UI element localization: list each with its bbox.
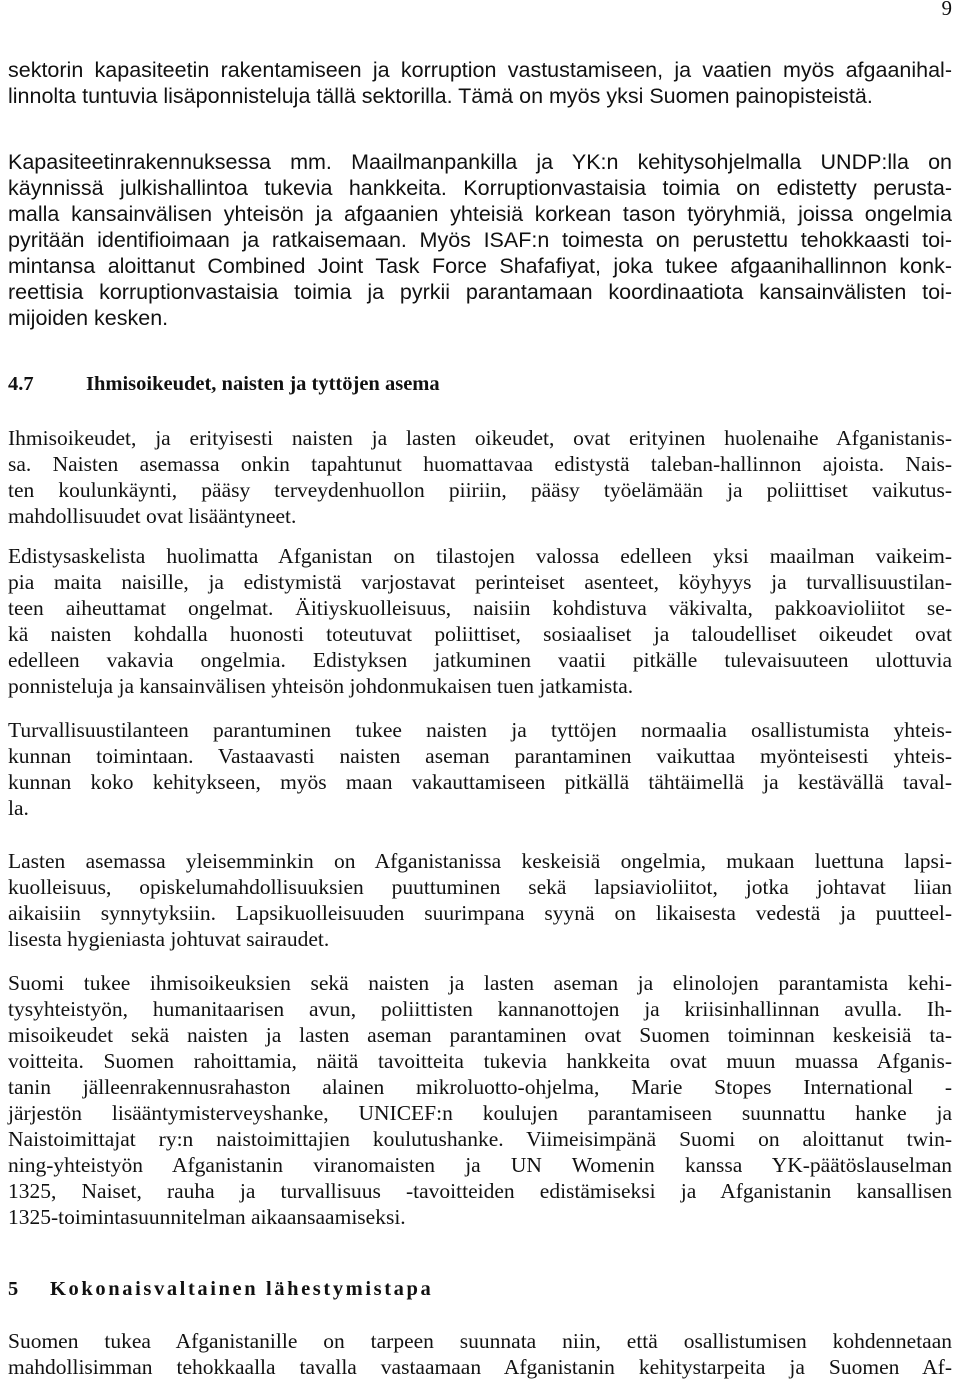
text-line: mahdollisuudet ovat lisääntyneet. <box>8 504 297 528</box>
section-heading-5 <box>8 1276 952 1302</box>
text-line: Suomen tukea Afganistanille on tarpeen suunnata niin, että osallistumisen kohdennetaan <box>8 1329 952 1353</box>
paragraph-8 <box>8 1328 952 1380</box>
text-line: 1325, Naiset, rauha ja turvallisuus -tavoitteiden edistämiseksi ja Afganistanin kansallisen <box>8 1179 952 1203</box>
text-line: kunnan koko kehitykseen, myös maan vakauttamiseen pitkällä tähtäimellä ja kestävällä taval- <box>8 770 952 794</box>
text-line: malla kansainvälisen yhteisön ja afgaanien yhteisiä korkean tason työryhmiä, joissa ongelmia <box>8 202 952 226</box>
text-line: pyritään identifioimaan ja ratkaisemaan. Myös ISAF:n toimesta on perustettu tehokkaasti toi- <box>8 228 952 252</box>
text-line: Kapasiteetinrakennuksessa mm. Maailmanpankilla ja YK:n kehitysohjelmalla UNDP:lla on <box>8 150 952 174</box>
paragraph-4 <box>8 543 952 699</box>
text-line: tanin jälleenrakennusrahaston alainen mikroluotto-ohjelma, Marie Stopes International - <box>8 1075 952 1099</box>
text-line: pia maita naisille, ja edistymistä varjostavat perinteiset asenteet, köyhyys ja turvallisuustilan- <box>8 570 952 594</box>
text-line: ten koulunkäynti, pääsy terveydenhuollon piiriin, pääsy työelämään ja poliittiset vaikutus- <box>8 478 952 502</box>
text-line: voitteita. Suomen rahoittamia, näitä tavoitteita tukevia hankkeita ovat muun muassa Afganis- <box>8 1049 952 1073</box>
text-line: ning-yhteistyön Afganistanin viranomaisten ja UN Womenin kanssa YK-päätöslauselman <box>8 1153 952 1177</box>
text-line: käynnissä julkishallintoa tukevia hankkeita. Korruptionvastaisia toimia on edistetty perusta- <box>8 176 952 200</box>
text-line: linnolta tuntuvia lisäponnisteluja tällä sektorilla. Tämä on myös yksi Suomen painopisteistä. <box>8 84 873 108</box>
text-line: Lasten asemassa yleisemminkin on Afganistanissa keskeisiä ongelmia, mukaan luettuna lapsi- <box>8 849 952 873</box>
section-title: Ihmisoikeudet, naisten ja tyttöjen asema <box>86 373 440 395</box>
paragraph-3 <box>8 425 952 529</box>
text-line: la. <box>8 796 29 820</box>
text-line: kunnan toimintaan. Vastaavasti naisten aseman parantaminen vaikuttaa myönteisesti yhteis- <box>8 744 952 768</box>
section-number: 5 <box>8 1278 19 1300</box>
paragraph-2 <box>8 149 952 331</box>
text-line: mahdollisimman tehokkaalla tavalla vastaamaan Afganistanin kehitystarpeita ja Suomen Af- <box>8 1355 952 1379</box>
section-number: 4.7 <box>8 373 34 395</box>
text-line: edelleen vakavia ongelmia. Edistyksen jatkuminen vaatii pitkälle tulevaisuuteen ulottuvia <box>8 648 952 672</box>
text-line: sa. Naisten asemassa onkin tapahtunut huomattavaa edistystä taleban-hallinnon ajoista. Nais- <box>8 452 952 476</box>
text-line: teen aiheuttamat ongelmat. Äitiyskuolleisuus, naisiin kohdistuva väkivalta, pakkoavioliitot se- <box>8 596 952 620</box>
text-line: 1325-toimintasuunnitelman aikaansaamiseksi. <box>8 1205 406 1229</box>
text-line: tysyhteistyön, humanitaarisen avun, poliittisten kannanottojen ja kriisinhallinnan avulla. Ih- <box>8 997 952 1021</box>
text-line: Turvallisuustilanteen parantuminen tukee naisten ja tyttöjen normaalia osallistumista yhteis- <box>8 718 952 742</box>
text-line: aikaisiin synnytyksiin. Lapsikuolleisuuden suurimpana syynä on likaisesta vedestä ja puutteel- <box>8 901 952 925</box>
text-line: reettisia korruptionvastaisia toimia ja pyrkii parantamaan koordinaatiota kansainvälisten toi- <box>8 280 952 304</box>
paragraph-6 <box>8 848 952 952</box>
text-line: järjestön lisääntymisterveyshanke, UNICEF:n koulujen parantamiseen suunnattu hanke ja <box>8 1101 952 1125</box>
text-line: Naistoimittajat ry:n naistoimittajien koulutushanke. Viimeisimpänä Suomi on aloittanut twin- <box>8 1127 952 1151</box>
text-line: mintansa aloittanut Combined Joint Task Force Shafafiyat, joka tukee afgaanihallinnon konk- <box>8 254 952 278</box>
paragraph-1 <box>8 57 952 109</box>
text-line: kuolleisuus, opiskelumahdollisuuksien puuttuminen sekä lapsiavioliitot, jotka johtavat liian <box>8 875 952 899</box>
text-line: sektorin kapasiteetin rakentamiseen ja korruption vastustamiseen, ja vaatien myös afgaanihal- <box>8 58 952 82</box>
section-heading-4-7 <box>8 371 952 397</box>
text-line: mijoiden kesken. <box>8 306 169 330</box>
text-line: kä naisten kohdalla huonosti toteutuvat poliittiset, sosiaaliset ja taloudelliset oikeudet ovat <box>8 622 952 646</box>
text-line: Suomi tukee ihmisoikeuksien sekä naisten ja lasten aseman ja elinolojen parantamista kehi- <box>8 971 952 995</box>
paragraph-7 <box>8 970 952 1230</box>
text-line: Ihmisoikeudet, ja erityisesti naisten ja lasten oikeudet, ovat erityinen huolenaihe Afganistanis- <box>8 426 952 450</box>
text-line: Edistysaskelista huolimatta Afganistan on tilastojen valossa edelleen yksi maailman vaikeim- <box>8 544 952 568</box>
text-line: lisesta hygieniasta johtuvat sairaudet. <box>8 927 330 951</box>
text-line: ponnisteluja ja kansainvälisen yhteisön johdonmukaisen tuen jatkamista. <box>8 674 634 698</box>
page-number: 9 <box>941 0 952 20</box>
section-title: Kokonaisvaltainen lähestymistapa <box>50 1278 434 1300</box>
text-line: misoikeudet sekä naisten ja lasten aseman parantaminen ovat Suomen toiminnan keskeisiä ta- <box>8 1023 952 1047</box>
paragraph-5 <box>8 717 952 821</box>
